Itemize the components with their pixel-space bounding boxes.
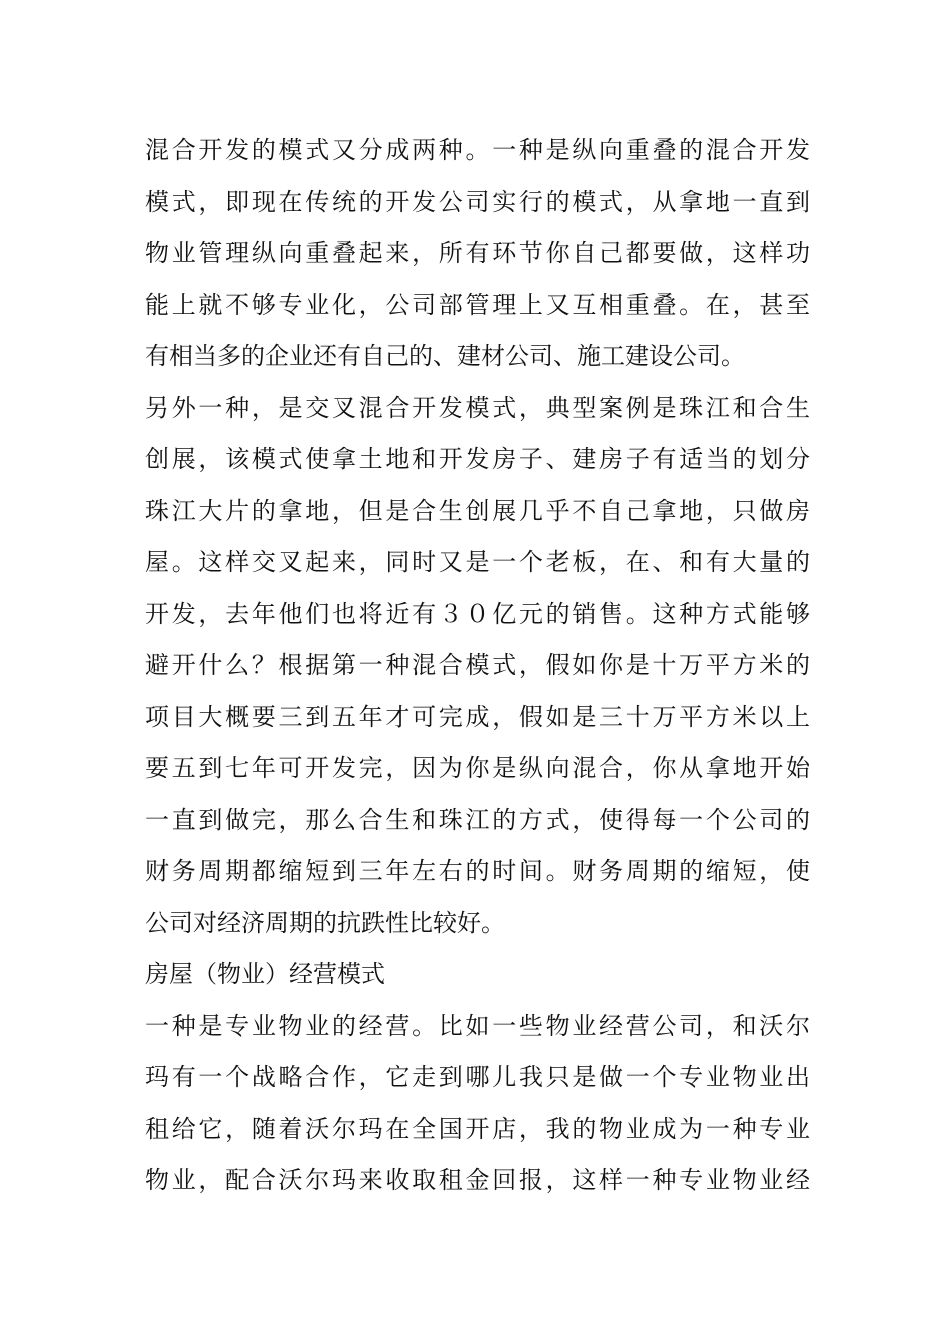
text-line: 财务周期都缩短到三年左右的时间。财务周期的缩短，使: [145, 857, 810, 885]
text-line: 物业，配合沃尔玛来收取租金回报，这样一种专业物业经: [145, 1166, 810, 1194]
text-line: 有相当多的企业还有自己的、建材公司、施工建设公司。: [145, 342, 745, 370]
text-line: 一直到做完，那么合生和珠江的方式，使得每一个公司的: [145, 805, 810, 834]
text-line: 物业管理纵向重叠起来，所有环节你自己都要做，这样功: [145, 239, 810, 267]
text-line: 另外一种，是交叉混合开发模式，典型案例是珠江和合生: [145, 393, 810, 422]
text-line: 项目大概要三到五年才可完成，假如是三十万平方米以上: [145, 702, 810, 731]
text-line: 要五到七年可开发完，因为你是纵向混合，你从拿地开始: [145, 754, 810, 782]
text-line: 混合开发的模式又分成两种。一种是纵向重叠的混合开发: [145, 136, 810, 164]
text-line: 避开什么？根据第一种混合模式，假如你是十万平方米的: [145, 651, 810, 679]
text-line: 一种是专业物业的经营。比如一些物业经营公司，和沃尔: [145, 1011, 810, 1040]
text-line: 租给它，随着沃尔玛在全国开店，我的物业成为一种专业: [145, 1114, 810, 1143]
text-line: 模式，即现在传统的开发公司实行的模式，从拿地一直到: [145, 187, 810, 216]
text-line: 开发，去年他们也将近有３０亿元的销售。这种方式能够: [145, 599, 810, 628]
text-line: 房屋（物业）经营模式: [145, 960, 385, 988]
text-line: 能上就不够专业化，公司部管理上又互相重叠。在，甚至: [145, 290, 810, 319]
document-body: [145, 125, 810, 1207]
text-line: 公司对经济周期的抗跌性比较好。: [145, 908, 505, 937]
text-line: 屋。这样交叉起来，同时又是一个老板，在、和有大量的: [145, 548, 810, 576]
text-line: 创展，该模式使拿土地和开发房子、建房子有适当的划分: [145, 445, 810, 473]
text-line: 珠江大片的拿地，但是合生创展几乎不自己拿地，只做房: [145, 496, 810, 525]
text-line: 玛有一个战略合作，它走到哪儿我只是做一个专业物业出: [145, 1063, 810, 1091]
